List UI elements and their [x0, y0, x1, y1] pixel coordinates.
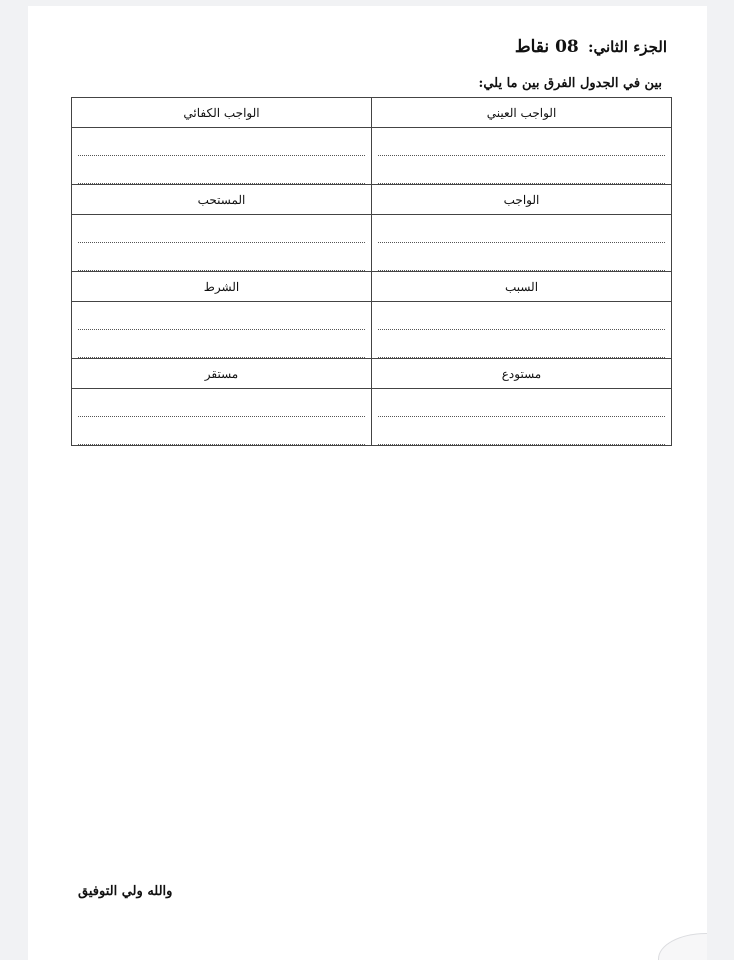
table-header-row: [72, 359, 672, 389]
answer-area-right[interactable]: [372, 389, 672, 446]
term-cell-left: الشرط: [72, 272, 372, 302]
answer-row: [72, 128, 672, 185]
term-cell-left: الواجب الكفائي: [72, 98, 372, 128]
part-heading: [515, 37, 667, 57]
answer-area-right[interactable]: [372, 128, 672, 185]
answer-area-left[interactable]: [72, 215, 372, 272]
term-cell-left: مستقر: [72, 359, 372, 389]
comparison-table: [71, 97, 672, 446]
term-cell-right: الواجب: [372, 185, 672, 215]
term-cell-right: مستودع: [372, 359, 672, 389]
table-header-row: [72, 98, 672, 128]
term-cell-right: الواجب العيني: [372, 98, 672, 128]
answer-area-left[interactable]: [72, 302, 372, 359]
answer-area-right[interactable]: [372, 215, 672, 272]
page-curl: [658, 933, 707, 960]
answer-row: [72, 389, 672, 446]
answer-area-left[interactable]: [72, 128, 372, 185]
instruction-text: بين في الجدول الفرق بين ما يلي:: [478, 76, 662, 91]
table-header-row: [72, 272, 672, 302]
part-points: 08 نقاط: [514, 37, 579, 57]
part-title: الجزء الثاني:: [587, 38, 667, 56]
closing-text: والله ولي التوفيق: [78, 884, 173, 899]
answer-area-right[interactable]: [372, 302, 672, 359]
worksheet-page: [28, 6, 707, 960]
term-cell-left: المستحب: [72, 185, 372, 215]
term-cell-right: السبب: [372, 272, 672, 302]
answer-area-left[interactable]: [72, 389, 372, 446]
answer-row: [72, 215, 672, 272]
answer-row: [72, 302, 672, 359]
table-header-row: [72, 185, 672, 215]
